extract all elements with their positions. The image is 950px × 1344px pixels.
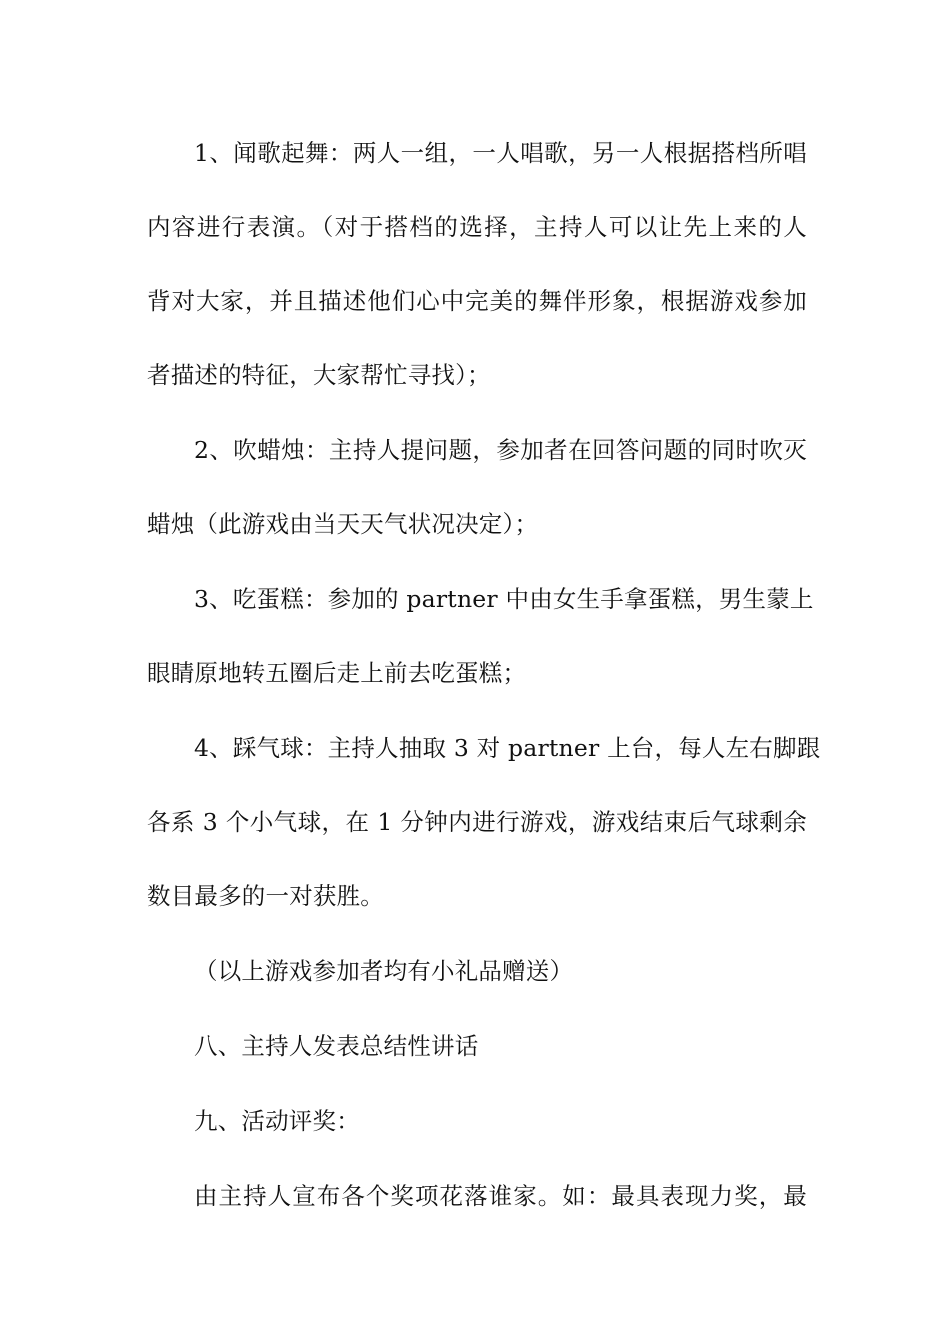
paragraph-1-line-2: 内容进行表演。（对于搭档的选择，主持人可以让先上来的人 xyxy=(147,213,807,241)
paragraph-2-line-2: 蜡烛（此游戏由当天天气状况决定）； xyxy=(147,510,539,538)
paragraph-4-line-3: 数目最多的一对获胜。 xyxy=(147,882,384,910)
gift-note: （以上游戏参加者均有小礼品赠送） xyxy=(194,957,574,985)
paragraph-1-line-1: 1、闻歌起舞：两人一组，一人唱歌，另一人根据搭档所唱 xyxy=(194,139,807,167)
awards-paragraph-line-1: 由主持人宣布各个奖项花落谁家。如：最具表现力奖，最 xyxy=(194,1182,807,1210)
paragraph-4-line-1: 4、踩气球：主持人抽取 3 对 partner 上台，每人左右脚跟 xyxy=(194,734,821,762)
paragraph-2-line-1: 2、吹蜡烛：主持人提问题，参加者在回答问题的同时吹灭 xyxy=(194,436,807,464)
paragraph-1-line-4: 者描述的特征，大家帮忙寻找）； xyxy=(147,361,491,389)
paragraph-3-line-1: 3、吃蛋糕：参加的 partner 中由女生手拿蛋糕，男生蒙上 xyxy=(194,585,814,613)
section-nine-heading: 九、活动评奖： xyxy=(194,1107,360,1135)
section-eight-heading: 八、主持人发表总结性讲话 xyxy=(194,1032,479,1060)
paragraph-3-line-2: 眼睛原地转五圈后走上前去吃蛋糕； xyxy=(147,659,527,687)
paragraph-4-line-2: 各系 3 个小气球，在 1 分钟内进行游戏，游戏结束后气球剩余 xyxy=(147,808,807,836)
paragraph-1-line-3: 背对大家，并且描述他们心中完美的舞伴形象，根据游戏参加 xyxy=(147,287,807,315)
